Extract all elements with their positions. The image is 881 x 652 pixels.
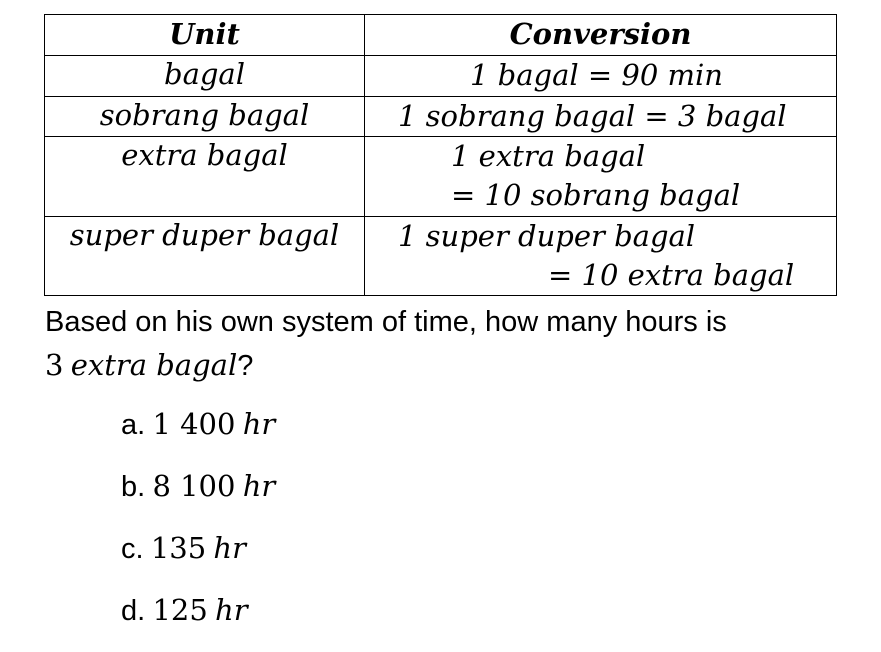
answer-options (121, 404, 275, 652)
option-unit: hr (213, 531, 246, 565)
conversion-table (44, 14, 837, 296)
header-conversion: Conversion (365, 15, 837, 56)
conversion-line: = 10 sobrang bagal (451, 178, 741, 212)
table-row (45, 137, 837, 217)
option-b[interactable] (121, 466, 275, 528)
conversion-line: = 10 extra bagal (548, 258, 795, 292)
option-unit: hr (242, 469, 276, 503)
question-mark: ? (237, 350, 254, 382)
option-letter: a. (121, 409, 146, 441)
unit-cell: sobrang bagal (45, 97, 365, 137)
conversion-cell (365, 97, 837, 137)
option-a[interactable] (121, 404, 275, 466)
unit-cell: bagal (45, 56, 365, 97)
question-line2 (45, 345, 727, 386)
question-text (45, 302, 727, 386)
conversion-cell (365, 137, 837, 217)
unit-cell: extra bagal (45, 137, 365, 217)
conversion-cell (365, 56, 837, 97)
option-value: 125 (152, 593, 208, 627)
option-value: 1 400 (152, 407, 236, 441)
conversion-line: 1 extra bagal (451, 139, 646, 173)
table-row (45, 97, 837, 137)
unit-cell: super duper bagal (45, 217, 365, 296)
option-d[interactable] (121, 590, 275, 652)
option-value: 135 (150, 531, 207, 565)
option-unit: hr (242, 407, 276, 441)
option-value: 8 100 (152, 469, 236, 503)
conversion-line: 1 super duper bagal (398, 219, 696, 253)
table-header-row (45, 15, 837, 56)
question-unit: extra bagal (70, 348, 238, 382)
conversion-line: 1 sobrang bagal = 3 bagal (398, 99, 787, 133)
option-letter: d. (121, 595, 146, 627)
option-letter: b. (121, 471, 146, 503)
question-line1: Based on his own system of time, how many hours is (45, 306, 727, 338)
option-unit: hr (215, 593, 248, 627)
header-unit: Unit (45, 15, 365, 56)
conversion-cell (365, 217, 837, 296)
question-number: 3 (45, 348, 64, 382)
table-row (45, 217, 837, 296)
table-row (45, 56, 837, 97)
option-letter: c. (121, 533, 144, 565)
conversion-line: 1 bagal = 90 min (470, 58, 723, 92)
option-c[interactable] (121, 528, 275, 590)
